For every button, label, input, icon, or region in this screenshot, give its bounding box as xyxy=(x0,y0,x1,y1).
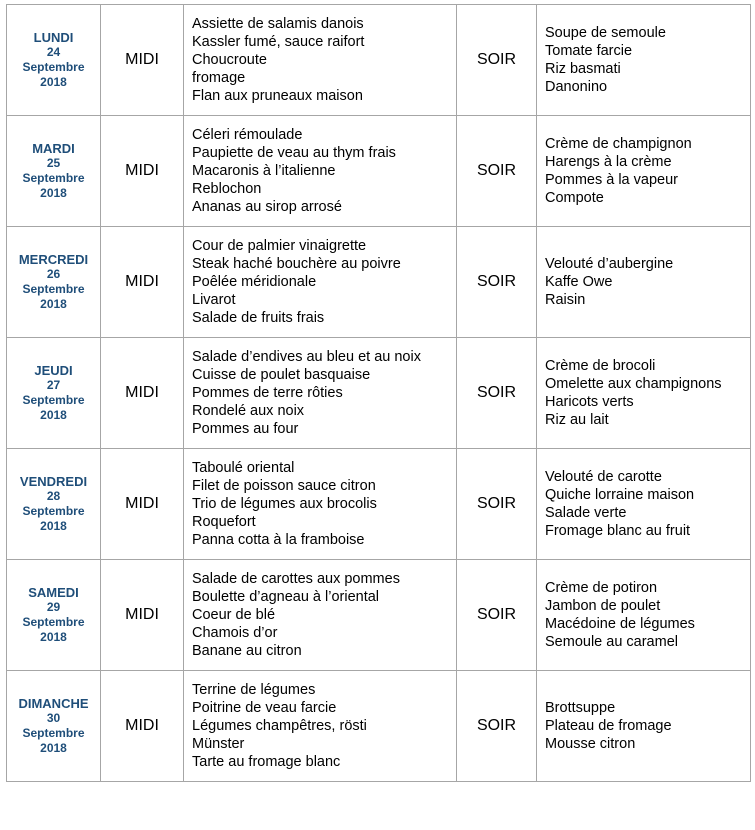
menu-row-samedi xyxy=(7,560,751,671)
day-year: 2018 xyxy=(40,75,67,89)
dinner-dish: Tomate farcie xyxy=(545,43,633,59)
lunch-dish: Ananas au sirop arrosé xyxy=(192,199,342,215)
lunch-dish: Assiette de salamis danois xyxy=(192,16,364,32)
day-cell xyxy=(7,338,101,449)
lunch-dish: Légumes champêtres, rösti xyxy=(192,718,367,734)
midi-label: MIDI xyxy=(101,338,184,449)
lunch-dishes xyxy=(184,449,457,560)
menu-row-vendredi xyxy=(7,449,751,560)
lunch-dish: Roquefort xyxy=(192,514,256,530)
day-year: 2018 xyxy=(40,741,67,755)
lunch-dishes xyxy=(184,560,457,671)
lunch-dish: Filet de poisson sauce citron xyxy=(192,478,376,494)
lunch-dish: Terrine de légumes xyxy=(192,682,316,698)
day-cell xyxy=(7,5,101,116)
lunch-dish: Paupiette de veau au thym frais xyxy=(192,145,396,161)
lunch-dish: Chamois d’or xyxy=(192,625,278,641)
day-month: Septembre xyxy=(22,60,85,74)
day-month: Septembre xyxy=(22,393,85,407)
day-name: VENDREDI xyxy=(19,474,88,489)
dinner-dish: Danonino xyxy=(545,79,608,95)
midi-label: MIDI xyxy=(101,227,184,338)
lunch-dishes xyxy=(184,338,457,449)
day-year: 2018 xyxy=(40,186,67,200)
soir-label: SOIR xyxy=(457,671,537,782)
lunch-dish: Tarte au fromage blanc xyxy=(192,754,341,770)
dinner-dishes xyxy=(537,671,751,782)
day-year: 2018 xyxy=(40,630,67,644)
dinner-dish: Fromage blanc au fruit xyxy=(545,523,691,539)
lunch-dish: fromage xyxy=(192,70,246,86)
day-name: LUNDI xyxy=(33,30,74,45)
lunch-dish: Reblochon xyxy=(192,181,262,197)
day-date: 29 xyxy=(46,600,61,614)
day-month: Septembre xyxy=(22,282,85,296)
midi-label: MIDI xyxy=(101,116,184,227)
dinner-dish: Quiche lorraine maison xyxy=(545,487,695,503)
dinner-dish: Velouté d’aubergine xyxy=(545,256,674,272)
midi-label: MIDI xyxy=(101,5,184,116)
midi-label: MIDI xyxy=(101,671,184,782)
dinner-dish: Soupe de semoule xyxy=(545,25,666,41)
dinner-dish: Raisin xyxy=(545,292,586,308)
menu-row-mercredi xyxy=(7,227,751,338)
soir-label: SOIR xyxy=(457,116,537,227)
lunch-dish: Salade d’endives au bleu et au noix xyxy=(192,349,421,365)
day-month: Septembre xyxy=(22,615,85,629)
dinner-dishes xyxy=(537,227,751,338)
lunch-dish: Kassler fumé, sauce raifort xyxy=(192,34,365,50)
lunch-dish: Salade de carottes aux pommes xyxy=(192,571,400,587)
dinner-dishes xyxy=(537,449,751,560)
lunch-dish: Poitrine de veau farcie xyxy=(192,700,337,716)
day-month: Septembre xyxy=(22,171,85,185)
lunch-dish: Banane au citron xyxy=(192,643,302,659)
lunch-dish: Panna cotta à la framboise xyxy=(192,532,365,548)
day-name: MARDI xyxy=(32,141,75,156)
day-date: 28 xyxy=(46,489,61,503)
lunch-dish: Salade de fruits frais xyxy=(192,310,325,326)
day-cell xyxy=(7,449,101,560)
dinner-dish: Plateau de fromage xyxy=(545,718,672,734)
dinner-dishes xyxy=(537,5,751,116)
day-cell xyxy=(7,116,101,227)
day-year: 2018 xyxy=(40,519,67,533)
dinner-dish: Brottsuppe xyxy=(545,700,616,716)
lunch-dishes xyxy=(184,227,457,338)
day-name: SAMEDI xyxy=(28,585,79,600)
day-name: DIMANCHE xyxy=(18,696,89,711)
dinner-dish: Mousse citron xyxy=(545,736,636,752)
lunch-dish: Trio de légumes aux brocolis xyxy=(192,496,377,512)
dinner-dishes xyxy=(537,338,751,449)
dinner-dish: Riz au lait xyxy=(545,412,609,428)
day-year: 2018 xyxy=(40,408,67,422)
dinner-dish: Semoule au caramel xyxy=(545,634,678,650)
lunch-dish: Pommes au four xyxy=(192,421,299,437)
day-date: 30 xyxy=(46,711,61,725)
lunch-dish: Taboulé oriental xyxy=(192,460,295,476)
soir-label: SOIR xyxy=(457,227,537,338)
midi-label: MIDI xyxy=(101,449,184,560)
lunch-dish: Rondelé aux noix xyxy=(192,403,305,419)
dinner-dish: Salade verte xyxy=(545,505,627,521)
dinner-dish: Crème de brocoli xyxy=(545,358,656,374)
day-date: 27 xyxy=(46,378,61,392)
day-cell xyxy=(7,560,101,671)
day-cell xyxy=(7,671,101,782)
lunch-dish: Boulette d’agneau à l’oriental xyxy=(192,589,380,605)
dinner-dishes xyxy=(537,116,751,227)
lunch-dish: Cour de palmier vinaigrette xyxy=(192,238,367,254)
dinner-dish: Riz basmati xyxy=(545,61,621,77)
day-cell xyxy=(7,227,101,338)
soir-label: SOIR xyxy=(457,449,537,560)
dinner-dish: Pommes à la vapeur xyxy=(545,172,678,188)
lunch-dish: Pommes de terre rôties xyxy=(192,385,343,401)
dinner-dish: Crème de potiron xyxy=(545,580,658,596)
soir-label: SOIR xyxy=(457,560,537,671)
lunch-dish: Macaronis à l’italienne xyxy=(192,163,336,179)
lunch-dish: Coeur de blé xyxy=(192,607,276,623)
day-name: MERCREDI xyxy=(18,252,89,267)
lunch-dish: Flan aux pruneaux maison xyxy=(192,88,363,104)
lunch-dish: Livarot xyxy=(192,292,236,308)
day-name: JEUDI xyxy=(34,363,73,378)
menu-row-mardi xyxy=(7,116,751,227)
dinner-dish: Compote xyxy=(545,190,604,206)
lunch-dish: Poêlée méridionale xyxy=(192,274,317,290)
lunch-dishes xyxy=(184,5,457,116)
menu-row-jeudi xyxy=(7,338,751,449)
dinner-dish: Omelette aux champignons xyxy=(545,376,722,392)
dinner-dishes xyxy=(537,560,751,671)
day-date: 25 xyxy=(46,156,61,170)
day-year: 2018 xyxy=(40,297,67,311)
day-month: Septembre xyxy=(22,726,85,740)
lunch-dish: Cuisse de poulet basquaise xyxy=(192,367,371,383)
midi-label: MIDI xyxy=(101,560,184,671)
day-date: 26 xyxy=(46,267,61,281)
menu-row-dimanche xyxy=(7,671,751,782)
lunch-dishes xyxy=(184,116,457,227)
dinner-dish: Kaffe Owe xyxy=(545,274,613,290)
lunch-dish: Münster xyxy=(192,736,245,752)
dinner-dish: Velouté de carotte xyxy=(545,469,662,485)
dinner-dish: Haricots verts xyxy=(545,394,634,410)
menu-row-lundi xyxy=(7,5,751,116)
dinner-dish: Jambon de poulet xyxy=(545,598,661,614)
lunch-dish: Céleri rémoulade xyxy=(192,127,303,143)
lunch-dish: Choucroute xyxy=(192,52,267,68)
soir-label: SOIR xyxy=(457,5,537,116)
soir-label: SOIR xyxy=(457,338,537,449)
dinner-dish: Crème de champignon xyxy=(545,136,692,152)
dinner-dish: Macédoine de légumes xyxy=(545,616,695,632)
day-date: 24 xyxy=(46,45,61,59)
lunch-dishes xyxy=(184,671,457,782)
lunch-dish: Steak haché bouchère au poivre xyxy=(192,256,401,272)
dinner-dish: Harengs à la crème xyxy=(545,154,672,170)
weekly-menu-table xyxy=(6,4,751,782)
day-month: Septembre xyxy=(22,504,85,518)
